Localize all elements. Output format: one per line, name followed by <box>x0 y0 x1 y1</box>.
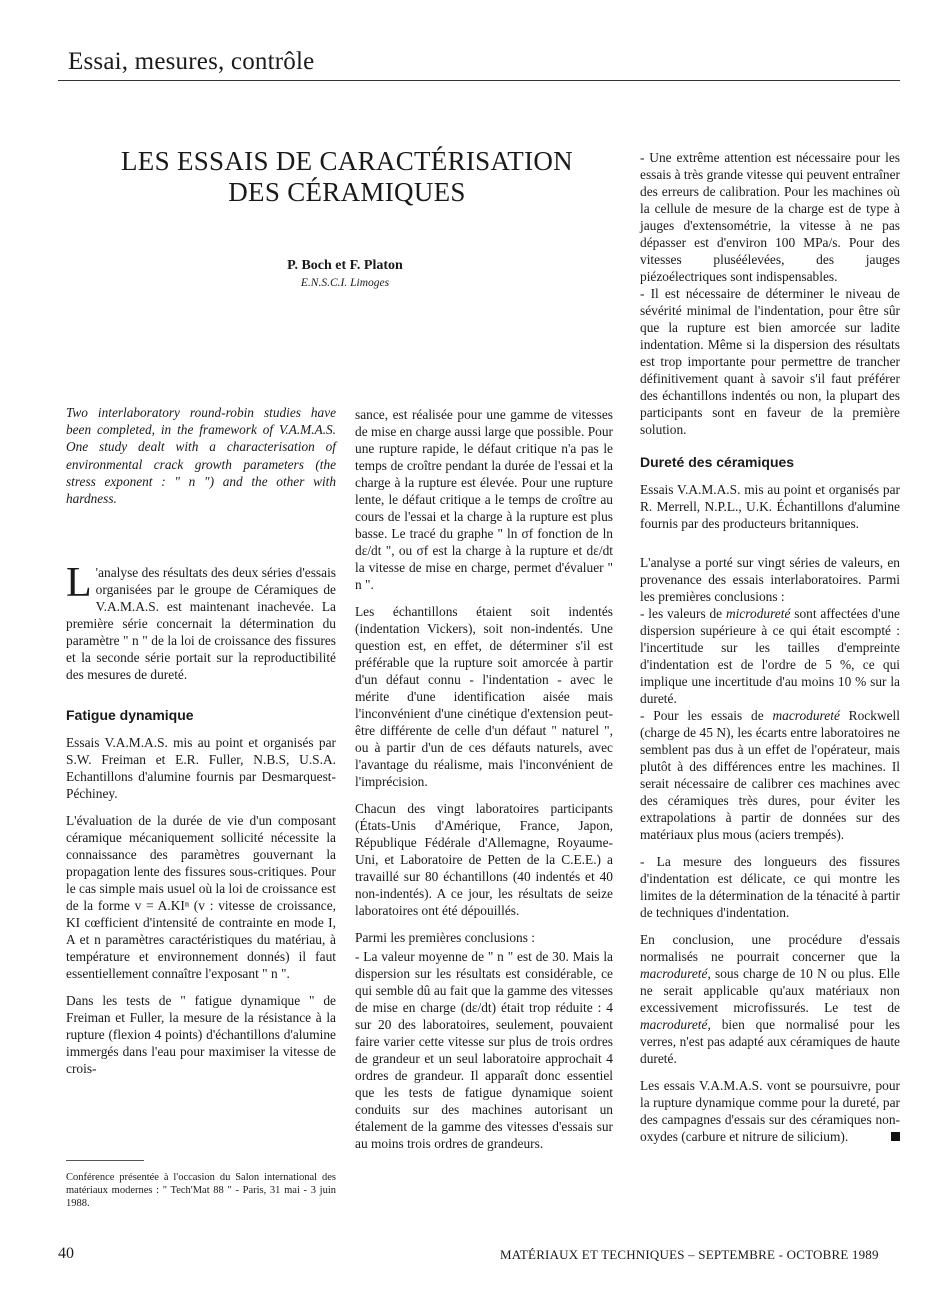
page-number: 40 <box>58 1245 74 1262</box>
list-item: - Il est nécessaire de déterminer le niveau de sévérité minimal de l'indentation, pour être sûr que la rupture est bien amorcée sur ladite indentation. Même si la dispersion des résultats est trop importante pour permettre de trancher définitivement quant à savoir s'il faut préférer des échantillons indentés ou non, la plupart des participants sont en faveur de la première solution. <box>640 286 900 437</box>
paragraph: L'évaluation de la durée de vie d'un composant céramique mécaniquement sollicité nécessite la connaissance des paramètres gouvernant la propagation lente des fissures sous-critiques. Pour le cas simple mais usuel où la loi de croissance est de la forme v = A.KIⁿ (v : vitesse de croissance, KI cœfficient d'intensité de contrainte en mode I, A et n paramètres caractéristiques du matériau, à température et environnement donnés) il faut essentiellement connaître l'exposant " n ". <box>66 813 336 981</box>
paragraph: Les essais V.A.M.A.S. vont se poursuivre, pour la rupture dynamique comme pour la dureté, par des campagnes d'essais sur des céramiques non-oxydes (carbure et nitrure de silicium). <box>640 1078 900 1144</box>
footnote: Conférence présentée à l'occasion du Salon international des matériaux modernes : " Tech'Mat 88 " - Paris, 31 mai - 3 juin 1988. <box>66 1172 336 1209</box>
paragraph: Essais V.A.M.A.S. mis au point et organisés par R. Merrell, N.P.L., U.K. Échantillons d'alumine fournis par des producteurs britanniques. <box>640 482 900 531</box>
heading-durete-des-ceramiques: Dureté des céramiques <box>640 454 795 470</box>
list-item: - les valeurs de microdureté sont affectées d'une dispersion supérieure à ce qui était escompté : l'incertitude sur les tailles d'empreinte d'indentation est de l'ordre de 5 %, ce qui implique une incertitude d'au moins 10 % sur la dureté. <box>640 606 900 706</box>
paragraph: Essais V.A.M.A.S. mis au point et organisés par S.W. Freiman et E.R. Fuller, N.B.S, U.S.A. Echantillons d'alumine fournis par Desmarquest-Péchiney. <box>66 735 336 801</box>
paragraph: En conclusion, une procédure d'essais normalisés ne pourrait concerner que la macrodureté, sous charge de 10 N ou plus. Elle ne serait applicable qu'aux matériaux non excessivement microfissurés. Le test de macrodureté, bien que normalisé pour les verres, n'est pas adapté aux céramiques de haute dureté. <box>640 932 900 1066</box>
left-column <box>66 560 336 1087</box>
section-header: Essai, mesures, contrôle <box>68 48 315 75</box>
heading-fatigue-dynamique: Fatigue dynamique <box>66 707 194 723</box>
title-line-1: LES ESSAIS DE CARACTÉRISATION <box>121 146 573 176</box>
paragraph: Parmi les premières conclusions : <box>355 930 535 945</box>
paragraph: Les échantillons étaient soit indentés (indentation Vickers), soit non-indentés. Une question est, en effet, de déterminer s'il est préférable que la rupture soit amorcée à partir d'un défaut connu - l'indentation - avec le mérite d'une identification aisée mais l'inconvénient d'une cinétique d'extension peut-être différente de celle d'un défaut " naturel ", ou à partir d'un de ces défauts naturels, avec l'avantage du réalisme, mais l'inconvénient de l'imprécision. <box>355 604 613 789</box>
right-column <box>640 149 900 1155</box>
journal-footer: MATÉRIAUX ET TECHNIQUES – SEPTEMBRE - OCTOBRE 1989 <box>500 1247 879 1262</box>
paragraph: sance, est réalisée pour une gamme de vitesses de mise en charge aussi large que possible. Pour une rupture rapide, le défaut critique n'a pas le temps de croître pendant la durée de l'essai et la charge à la rupture est élevée. Pour une rupture lente, le défaut critique a le temps de croître au cours de l'essai et la charge à la rupture est plus basse. Le tracé du graphe " ln σf fonction de ln dε/dt ", ou σf est la charge à la rupture et dε/dt la vitesse de mise en charge, permet d'évaluer " n ". <box>355 407 613 592</box>
intro-text: 'analyse des résultats des deux séries d'essais organisées par le groupe de Céramiques de V.A.M.A.S. est maintenant inachevée. La première série concernait la détermination du paramètre " n " de la loi de croissance des fissures et la seconde série portait sur la reproductibilité des mesures de dureté. <box>66 565 336 682</box>
end-of-article-mark <box>891 1132 900 1141</box>
title-line-2: DES CÉRAMIQUES <box>228 177 466 207</box>
authors: P. Boch et F. Platon <box>287 258 403 273</box>
article-title <box>92 146 602 208</box>
paragraph: Dans les tests de " fatigue dynamique " de Freiman et Fuller, la mesure de la résistance à la rupture (flexion 4 points) d'échantillons d'alumine immergés dans l'eau pour maximiser la vitesse de crois- <box>66 993 336 1076</box>
list-item: - Pour les essais de macrodureté Rockwell (charge de 45 N), les écarts entre laboratoires ne semblent pas dus à un effet de l'opérateur, mais plutôt à des différences entre les machines. Il serait nécessaire de calibrer ces machines avec des céramiques très dures, pour éviter les extrapolations à partir de données sur des matériaux plus mous (aciers trempés). <box>640 708 900 842</box>
paragraph: L'analyse a porté sur vingt séries de valeurs, en provenance des essais interlaboratoires. Parmi les premières conclusions : <box>640 555 900 604</box>
affiliation: E.N.S.C.I. Limoges <box>300 277 390 289</box>
paragraph: Chacun des vingt laboratoires participants (États-Unis d'Amérique, France, Japon, République Fédérale d'Allemagne, Royaume-Uni, et Laboratoire de Petten de la C.E.E.) a travaillé sur 80 échantillons (40 indentés et 40 non-indentés). A ce jour, les résultats de seize laboratoires ont été dépouillés. <box>355 801 613 918</box>
footnote-rule <box>66 1160 144 1161</box>
header-rule <box>58 80 900 81</box>
abstract: Two interlaboratory round-robin studies have been completed, in the framework of V.A.M.A.S. One study dealt with a characterisation of environmental crack growth parameters (the stress exponent : " n ") and the other with hardness. <box>66 405 336 507</box>
intro-paragraph <box>66 560 336 683</box>
paragraph: - La valeur moyenne de " n " est de 30. Mais la dispersion sur les résultats est considérable, ce qui semble dû au fait que la gamme des vitesses de mise en charge (dε/dt) était trop réduite : 4 sur 20 des laboratoires, seulement, pouvaient faire varier cette vitesse sur plus de trois ordres de grandeur et un seul laboratoire approchait 4 ordres de grandeur. Il apparaît donc essentiel que les tests de fatigue dynamique soient conduits sur des machines autorisant un étalement de la gamme des vitesses d'essais sur au moins trois ordres de grandeurs. <box>355 949 613 1151</box>
drop-cap: L <box>66 560 92 606</box>
list-item: - La mesure des longueurs des fissures d'indentation est délicate, ce qui montre les limites de la détermination de la ténacité à partir de techniques d'indentation. <box>640 854 900 920</box>
middle-column <box>355 406 613 1162</box>
list-item: - Une extrême attention est nécessaire pour les essais à très grande vitesse qui peuvent entraîner des erreurs de calibration. Pour les machines où la cellule de mesure de la charge est de type à jauges d'extensométrie, la vitesse à ne pas dépasser est d'environ 100 MPa/s. Pour des vitesses pluséélevées, des jauges piézoélectriques sont indispensables. <box>640 150 900 284</box>
